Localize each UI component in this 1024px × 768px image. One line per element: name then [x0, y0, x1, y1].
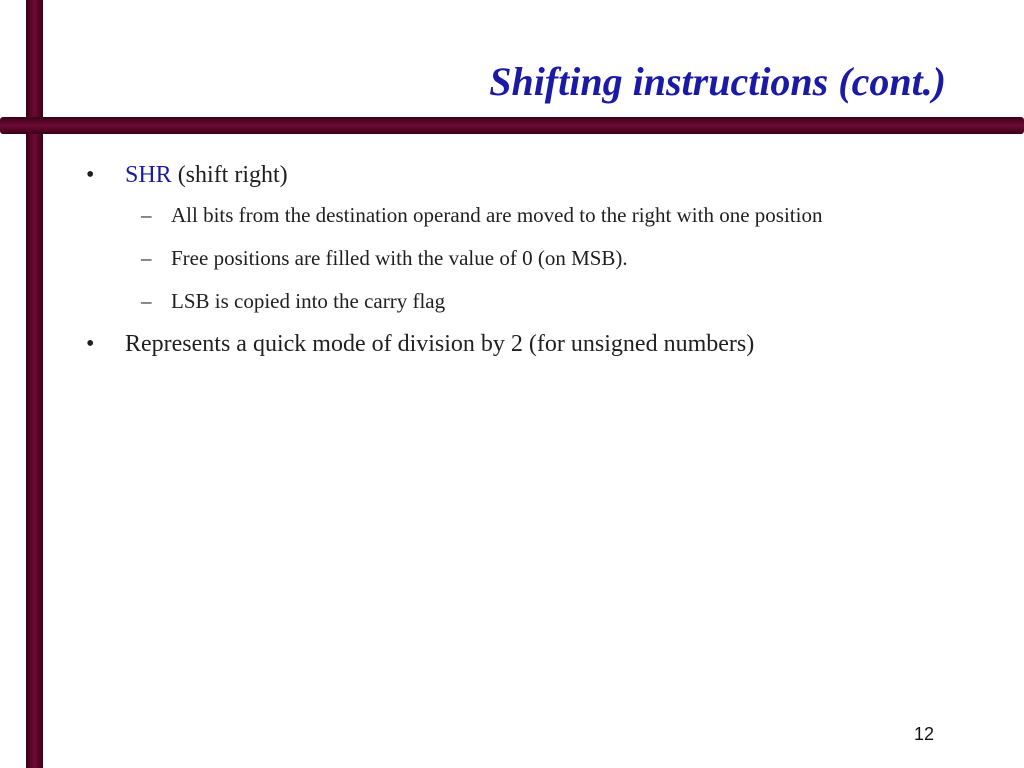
bullet-text: Represents a quick mode of division by 2 (for unsigned numbers) — [125, 331, 755, 357]
bullet-marker: • — [86, 331, 95, 357]
slide-title: Shifting instructions (cont.) — [489, 59, 946, 104]
horizontal-accent-bar — [0, 117, 1024, 134]
slide-content — [86, 160, 986, 369]
sub-bullet-marker: – — [141, 203, 152, 227]
sub-bullet-item — [86, 243, 871, 274]
sub-bullet-text: All bits from the destination operand are moved to the right with one position — [171, 203, 823, 227]
sub-bullet-text: LSB is copied into the carry flag — [171, 289, 446, 313]
sub-bullet-marker: – — [141, 289, 152, 313]
sub-bullet-item — [86, 286, 871, 317]
bullet-keyword: SHR — [125, 162, 172, 188]
vertical-accent-bar — [26, 0, 43, 768]
bullet-marker: • — [86, 162, 95, 188]
sub-bullet-item — [86, 200, 871, 231]
bullet-item-division — [86, 329, 986, 359]
bullet-item-shr — [86, 160, 986, 190]
page-number: 12 — [914, 724, 935, 744]
sub-bullet-marker: – — [141, 246, 152, 270]
bullet-text: (shift right) — [171, 162, 288, 188]
sub-bullet-text: Free positions are filled with the value of 0 (on MSB). — [171, 246, 628, 270]
